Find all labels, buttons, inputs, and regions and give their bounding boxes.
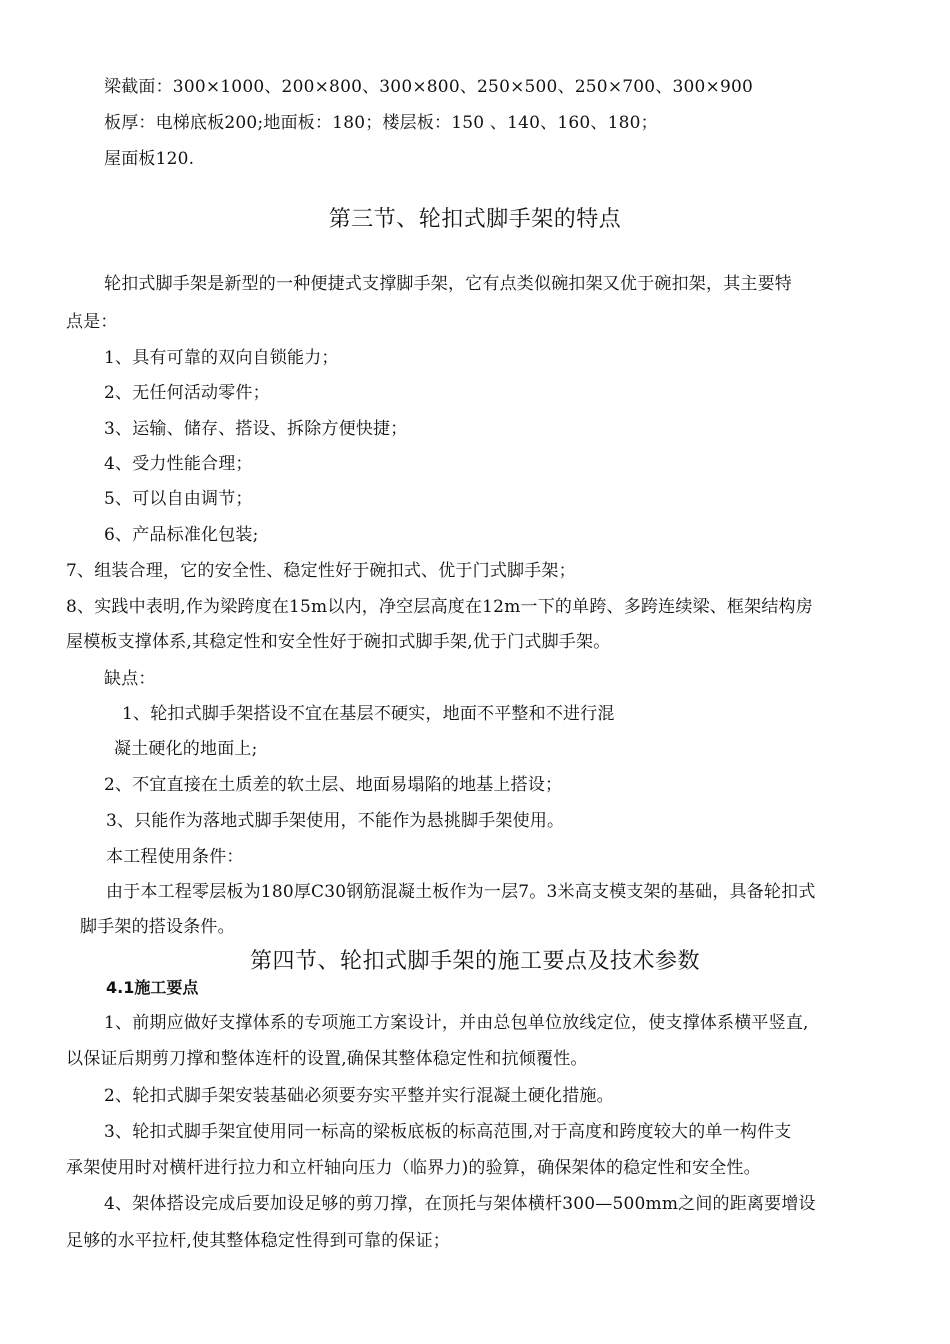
feature-item: 6、产品标准化包装; (104, 525, 259, 545)
slab-thickness-line: 板厚：电梯底板200;地面板：180；楼层板：150 、140、160、180； (104, 113, 658, 133)
feature-item: 4、受力性能合理； (104, 454, 253, 474)
feature-item: 3、运输、储存、搭设、拆除方便快捷； (104, 419, 408, 439)
drawback3: 3、只能作为落地式脚手架使用，不能作为悬挑脚手架使用。 (106, 811, 565, 831)
feature8-line1: 8、实践中表明,作为梁跨度在15m以内，净空层高度在12m一下的单跨、多跨连续梁、框架结构房 (66, 597, 813, 617)
section4-subtitle: 4.1施工要点 (106, 978, 199, 997)
section3-intro-line2: 点是： (66, 312, 118, 332)
section4-title: 第四节、轮扣式脚手架的施工要点及技术参数 (249, 949, 700, 974)
p4-line1: 4、架体搭设完成后要加设足够的剪刀撑，在顶托与架体横杆300—500mm之间的距离要增设 (104, 1194, 816, 1214)
conditions-line2: 脚手架的搭设条件。 (80, 917, 235, 937)
feature-item: 2、无任何活动零件； (104, 383, 270, 403)
feature8-line2: 屋模板支撑体系,其稳定性和安全性好于碗扣式脚手架,优于门式脚手架。 (66, 632, 611, 652)
feature-item: 1、具有可靠的双向自锁能力； (104, 348, 339, 368)
drawbacks-label: 缺点： (104, 669, 156, 689)
section3-title: 第三节、轮扣式脚手架的特点 (328, 207, 622, 232)
conditions-line1: 由于本工程零层板为180厚C30钢筋混凝土板作为一层7。3米高支模支架的基础，具备轮扣式 (106, 882, 816, 902)
beam-sections-line: 梁截面：300×1000、200×800、300×800、250×500、250×700、300×900 (104, 77, 754, 97)
roof-slab-line: 屋面板120. (104, 149, 195, 169)
p3-line2: 承架使用时对横杆进行拉力和立杆轴向压力（临界力)的验算，确保架体的稳定性和安全性。 (66, 1158, 761, 1178)
drawback1-line1: 1、轮扣式脚手架搭设不宜在基层不硬实，地面不平整和不进行混 (122, 704, 615, 724)
conditions-label: 本工程使用条件： (106, 847, 244, 867)
feature-item: 5、可以自由调节； (104, 489, 253, 509)
p1-line1: 1、前期应做好支撑体系的专项施工方案设计，并由总包单位放线定位，使支撑体系横平竖直, (104, 1013, 809, 1033)
p4-line2: 足够的水平拉杆,使其整体稳定性得到可靠的保证； (66, 1231, 451, 1251)
p3-line1: 3、轮扣式脚手架宜使用同一标高的梁板底板的标高范围,对于高度和跨度较大的单一构件支 (104, 1122, 792, 1142)
feature-item: 7、组装合理，它的安全性、稳定性好于碗扣式、优于门式脚手架； (66, 561, 576, 581)
p1-line2: 以保证后期剪刀撑和整体连杆的设置,确保其整体稳定性和抗倾覆性。 (66, 1049, 588, 1069)
drawback1-line2: 凝土硬化的地面上; (114, 739, 258, 759)
section3-intro-line1: 轮扣式脚手架是新型的一种便捷式支撑脚手架，它有点类似碗扣架又优于碗扣架，其主要特 (104, 274, 792, 294)
p2: 2、轮扣式脚手架安装基础必须要夯实平整并实行混凝土硬化措施。 (104, 1086, 614, 1106)
drawback2: 2、不宜直接在土质差的软土层、地面易塌陷的地基上搭设； (104, 775, 563, 795)
